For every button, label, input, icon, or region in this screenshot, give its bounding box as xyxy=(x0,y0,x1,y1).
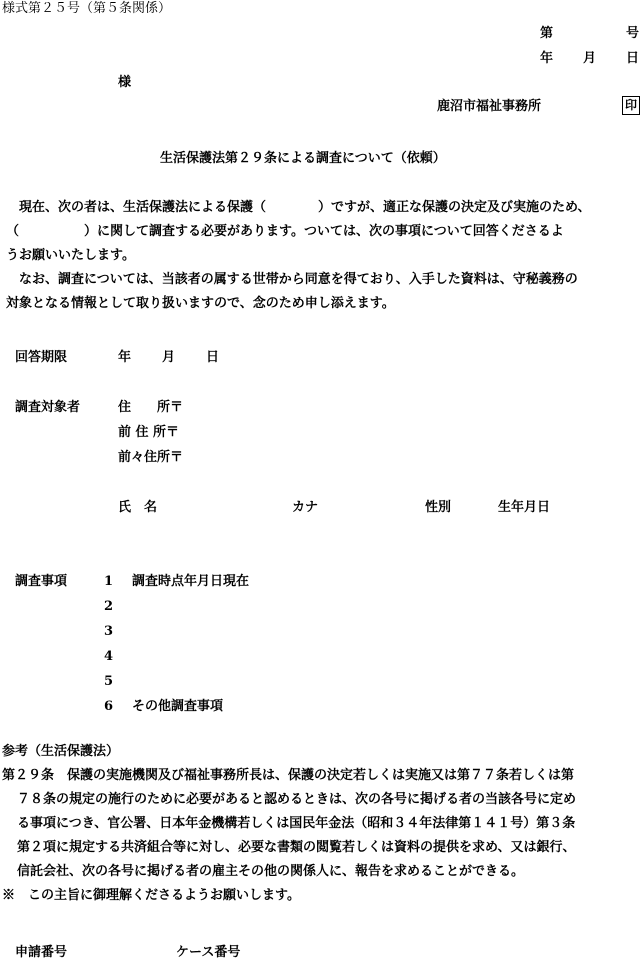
subject-label: 調査対象者 xyxy=(15,400,81,415)
subject-gender: 性別 xyxy=(425,500,452,515)
subject-prev-address: 前 住 所〒 xyxy=(118,425,180,440)
sender-office: 鹿沼市福祉事務所 xyxy=(437,99,542,114)
seal-stamp-box: 印 xyxy=(622,96,640,115)
item-number: 3 xyxy=(104,624,114,639)
reference-section xyxy=(2,740,640,908)
article-line5: 信託会社、次の各号に掲げる者の雇主その他の関係人に、報告を求めることができる。 xyxy=(17,864,525,879)
application-number-label: 申請番号 xyxy=(15,945,68,960)
case-number-label: ケース番号 xyxy=(176,945,241,960)
reference-heading: 参考（生活保護法） xyxy=(2,744,120,759)
subject-address: 住 所〒 xyxy=(118,400,184,415)
date-month: 月 xyxy=(583,51,597,66)
subject-prev-prev-address: 前々住所〒 xyxy=(118,450,184,465)
doc-number-suffix: 号 xyxy=(626,26,640,41)
addressee-suffix: 様 xyxy=(118,75,132,90)
subject-birthdate: 生年月日 xyxy=(498,500,551,515)
article-line1: 第２９条 保護の実施機関及び福祉事務所長は、保護の決定若しくは実施又は第７７条若しくは第 xyxy=(2,768,575,783)
subject-kana: カナ xyxy=(292,500,319,515)
deadline-year: 年 xyxy=(118,350,132,365)
form-id: 様式第２５号（第５条関係） xyxy=(2,1,172,16)
subject-name: 氏 名 xyxy=(118,500,158,515)
para2-line1: なお、調査については、当該者の属する世帯から同意を得ており、入手した資料は、守秘義務の xyxy=(19,272,578,287)
item-number: 6 xyxy=(104,699,114,714)
item-number: 2 xyxy=(104,599,114,614)
items-label: 調査事項 xyxy=(15,574,68,589)
date-year: 年 xyxy=(540,51,554,66)
item-number: 4 xyxy=(104,649,114,664)
document-title: 生活保護法第２９条による調査について（依頼） xyxy=(160,151,446,166)
request-body xyxy=(6,196,638,316)
item-number: 5 xyxy=(104,674,114,689)
article-line4: 第２項に規定する共済組合等に対し、必要な書類の閲覧若しくは資料の提供を求め、又は銀行、 xyxy=(17,840,576,855)
date-day: 日 xyxy=(626,51,640,66)
reference-note: ※ この主旨に御理解くださるようお願いします。 xyxy=(2,888,300,903)
doc-number-label: 第 xyxy=(540,26,554,41)
item-text: 調査時点年月日現在 xyxy=(132,574,250,589)
para2-line2: 対象となる情報として取り扱いますので、念のため申し添えます。 xyxy=(6,296,395,311)
article-line3: る事項につき、官公署、日本年金機構若しくは国民年金法（昭和３４年法律第１４１号）第３条 xyxy=(17,816,576,831)
item-number: 1 xyxy=(104,574,114,589)
article-line2: ７８条の規定の施行のために必要があると認めるときは、次の各号に掲げる者の当該各号に定め xyxy=(17,792,577,807)
deadline-label: 回答期限 xyxy=(15,350,68,365)
para1-line2: （ ）に関して調査する必要があります。ついては、次の事項について回答くださるよ xyxy=(6,224,564,239)
para1-line3: うお願いいたします。 xyxy=(6,248,135,263)
item-text: その他調査事項 xyxy=(132,699,224,714)
deadline-day: 日 xyxy=(206,350,220,365)
deadline-month: 月 xyxy=(162,350,176,365)
para1-line1: 現在、次の者は、生活保護法による保護（ ）ですが、適正な保護の決定及び実施のため、 xyxy=(19,200,591,215)
